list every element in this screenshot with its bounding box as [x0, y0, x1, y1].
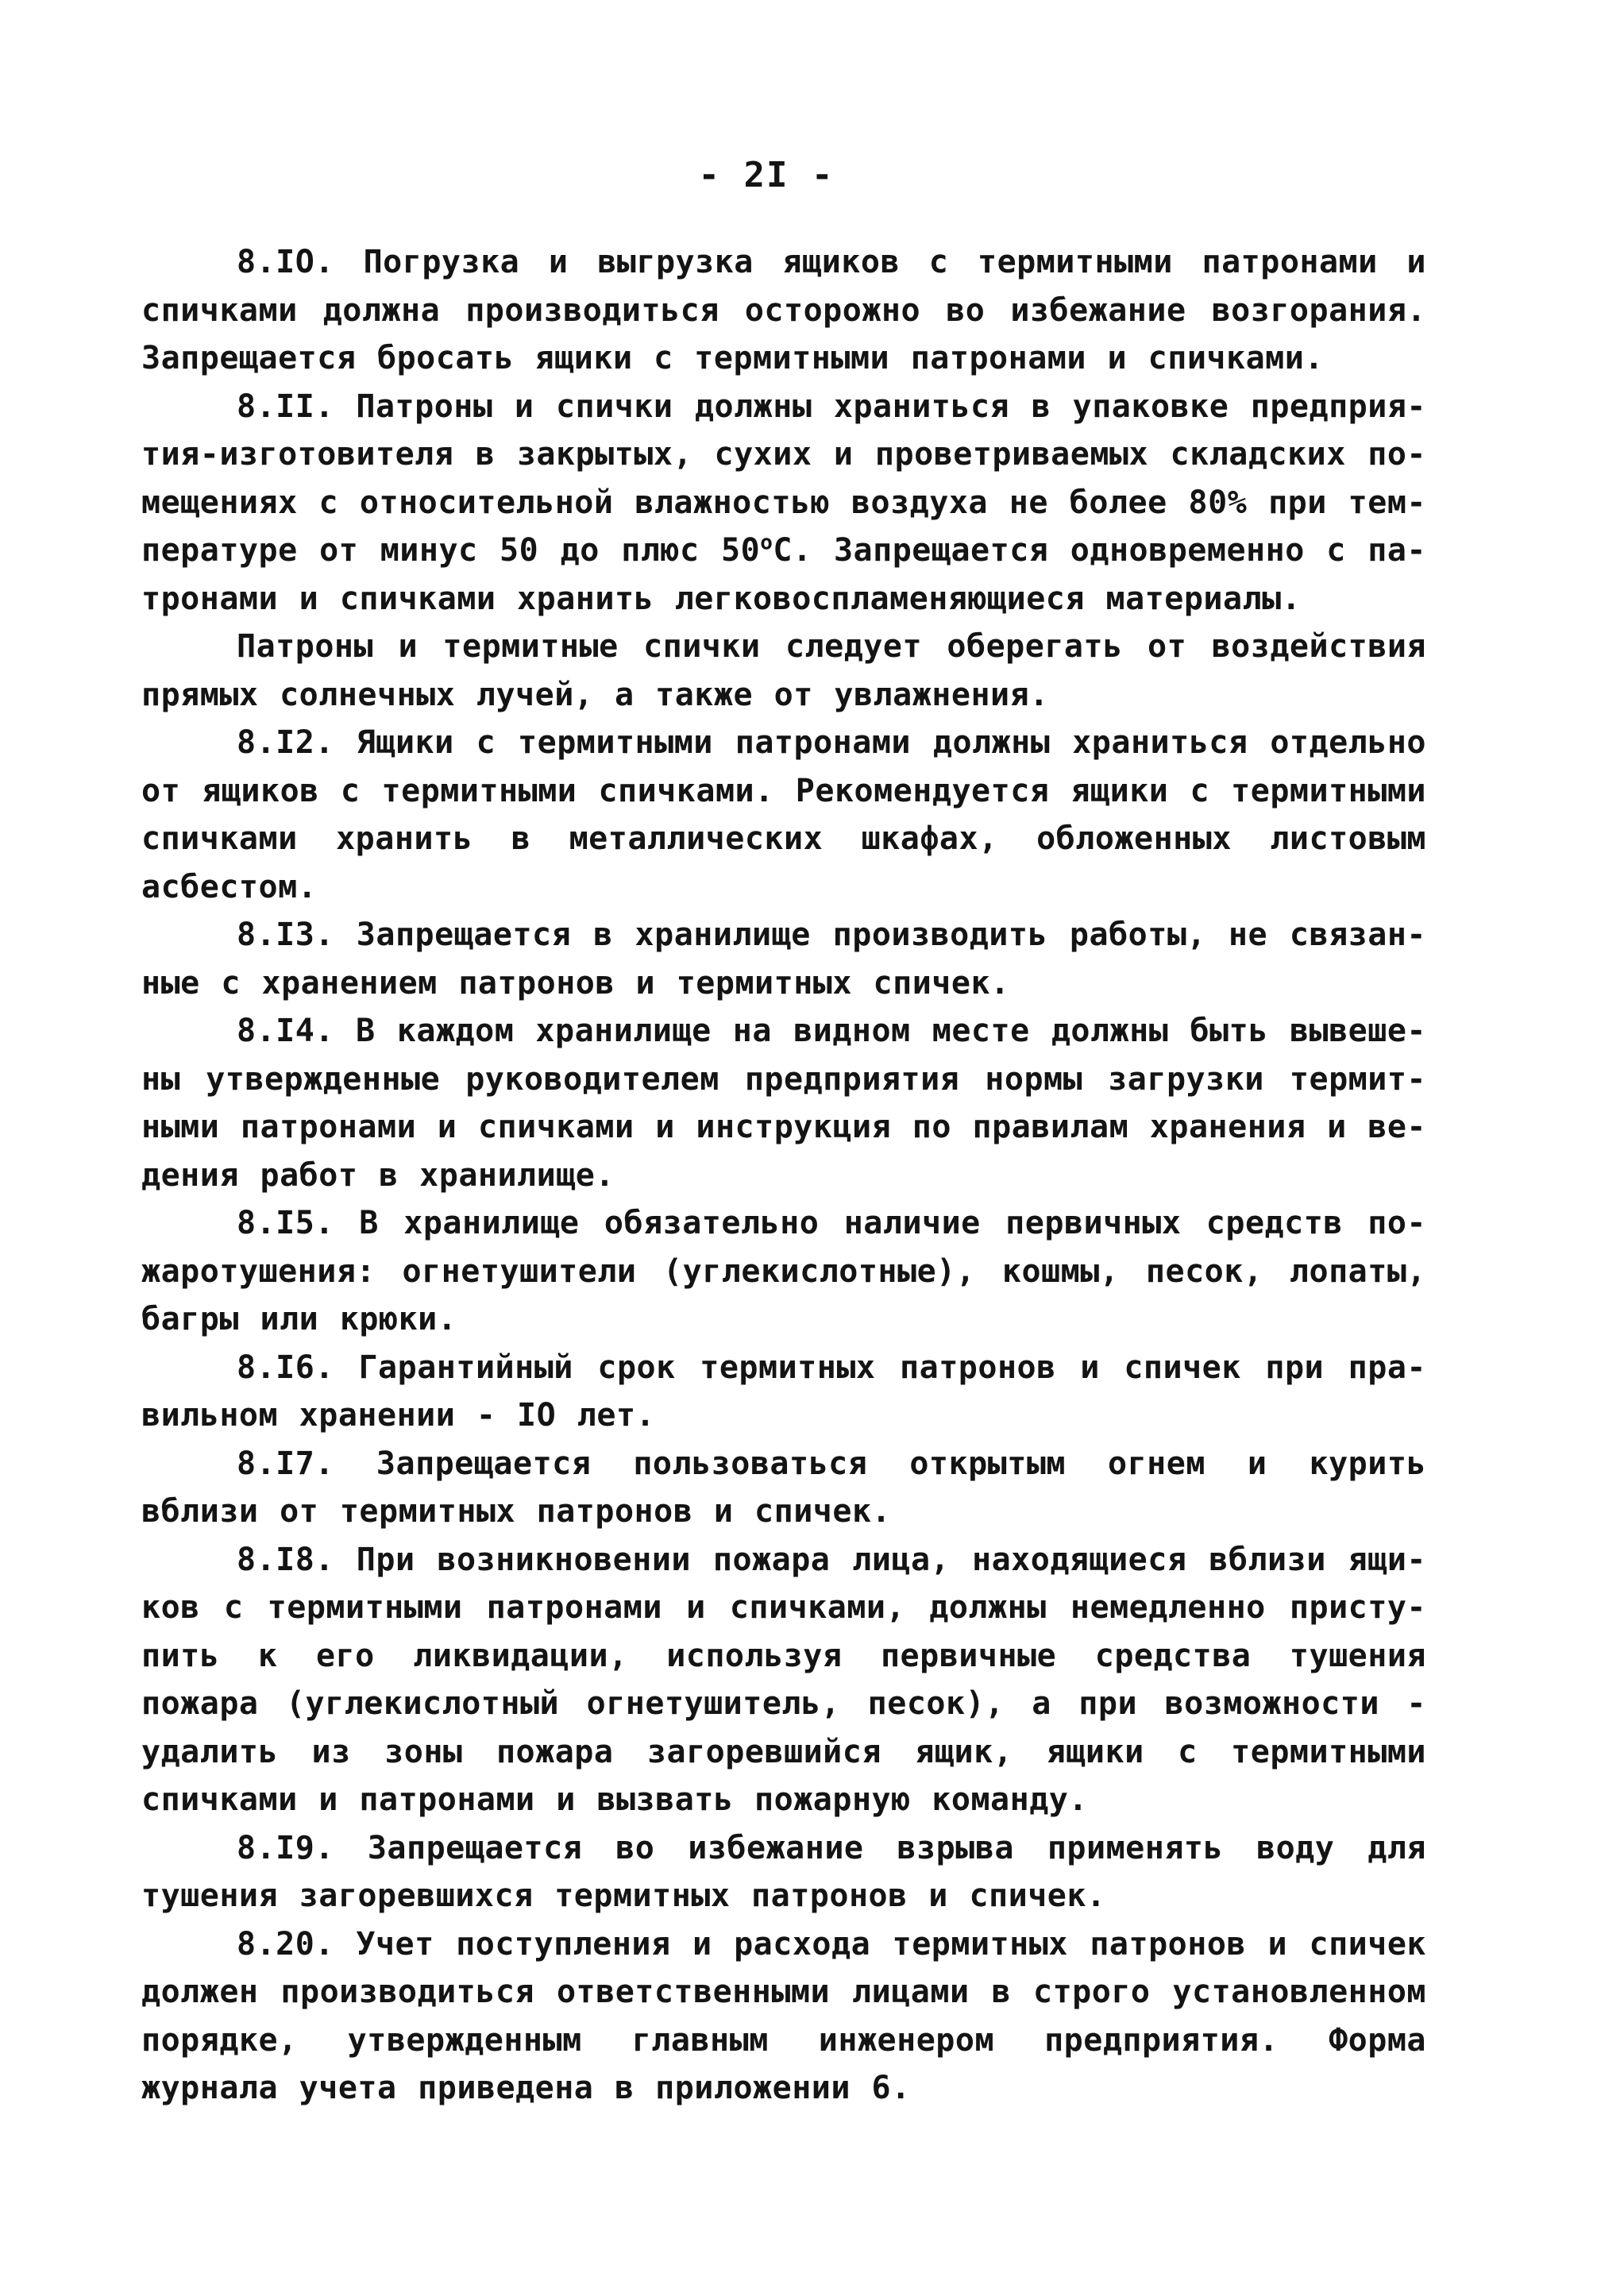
paragraph-8-15: 8.I5. В хранилище обязательно наличие первичных средств по-жаротушения: огнетушители (углекислотные), кошмы, песок, лопаты, багры или крюки.: [141, 1205, 1426, 1337]
paragraph-8-11-continuation: Патроны и термитные спички следует оберегать от воздействия прямых солнечных лучей, а также от увлажнения.: [141, 628, 1426, 713]
paragraph-8-16: 8.I6. Гарантийный срок термитных патронов и спичек при пра-вильном хранении - IO лет.: [141, 1349, 1426, 1434]
paragraph-8-20: 8.20. Учет поступления и расхода термитных патронов и спичек должен производиться ответственными лицами в строго установленном порядке, утвержденным главным инженером предприятия. Форма журнала учета приведена в приложении 6.: [141, 1925, 1426, 2106]
paragraph-8-18: 8.I8. При возникновении пожара лица, находящиеся вблизи ящи-ков с термитными патронами и спичками, должны немедленно присту-пить к его ликвидации, используя первичные средства тушения пожара (углекислотный огнетушитель, песок), а при возможности - удалить из зоны пожара загоревшийся ящик, ящики с термитными спичками и патронами и вызвать пожарную команду.: [141, 1541, 1426, 1818]
paragraph-8-11-text-start: 8.II. Патроны и спички должны храниться в упаковке предприя-тия-изготовителя в закрытых, сухих и проветриваемых складских по-мещениях с относительной влажностью воздуха не более 80% при тем-пературе от минус 50 до плюс 50: [141, 388, 1426, 569]
paragraph-8-12: 8.I2. Ящики с термитными патронами должны храниться отдельно от ящиков с термитными спичками. Рекомендуется ящики с термитными спичками хранить в металлических шкафах, обложенных листовым асбестом.: [141, 724, 1426, 905]
paragraph-8-11: [141, 383, 1426, 623]
paragraph-8-11-text-end: С. Запрещается одновременно с па-тронами и спичками хранить легковоспламеняющиеся материалы.: [141, 532, 1426, 617]
paragraph-8-14: 8.I4. В каждом хранилище на видном месте должны быть вывеше-ны утвержденные руководителем предприятия нормы загрузки термит-ными патронами и спичками и инструкция по правилам хранения и ве-дения работ в хранилище.: [141, 1013, 1426, 1194]
paragraph-8-19: 8.I9. Запрещается во избежание взрыва применять воду для тушения загоревшихся термитных патронов и спичек.: [141, 1829, 1426, 1914]
paragraph-8-10: 8.IO. Погрузка и выгрузка ящиков с термитными патронами и спичками должна производиться осторожно во избежание возгорания. Запрещается бросать ящики с термитными патронами и спичками.: [141, 244, 1426, 376]
paragraph-8-17: 8.I7. Запрещается пользоваться открытым огнем и курить вблизи от термитных патронов и спичек.: [141, 1445, 1426, 1530]
page-number: - 2I -: [698, 155, 835, 195]
degree-superscript: о: [760, 531, 773, 555]
paragraph-8-13: 8.I3. Запрещается в хранилище производить работы, не связан-ные с хранением патронов и термитных спичек.: [141, 917, 1426, 1002]
document-body: [141, 238, 1426, 2113]
